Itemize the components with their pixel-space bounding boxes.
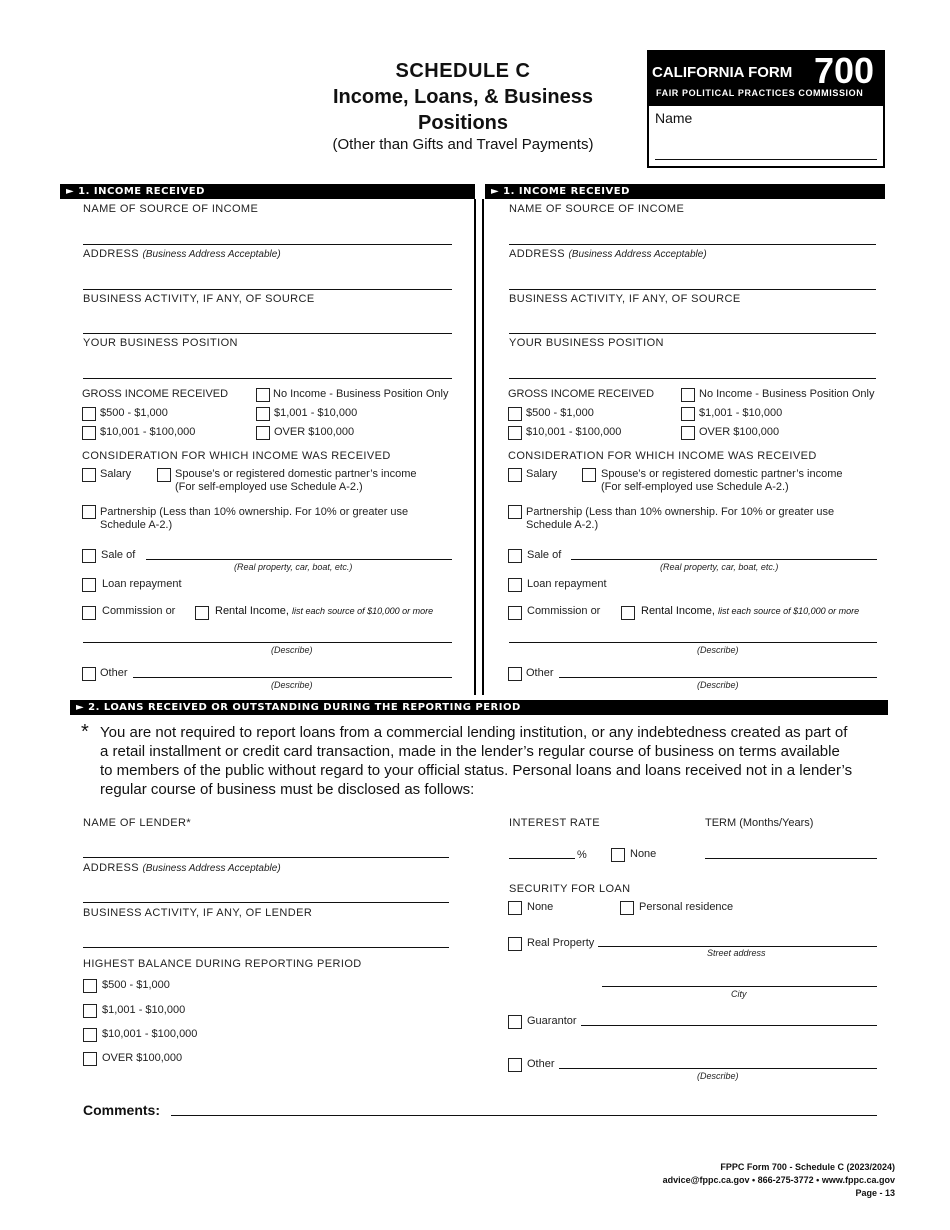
section1-bar-right: ► 1. INCOME RECEIVED [485, 184, 885, 199]
address-label-text: ADDRESS [509, 248, 565, 260]
other-label: Other [526, 667, 554, 679]
address-input[interactable] [509, 289, 876, 290]
street-address-note: Street address [707, 948, 766, 958]
rental-note: list each source of $10,000 or more [718, 606, 860, 616]
rental-label [641, 605, 859, 617]
address-label [83, 248, 281, 260]
column-divider-left [474, 199, 476, 695]
footer-form-id: FPPC Form 700 - Schedule C (2023/2024) [720, 1162, 895, 1172]
balance-1001-label: $1,001 - $10,000 [102, 1004, 186, 1016]
gross-income-label: GROSS INCOME RECEIVED [82, 388, 229, 400]
commission-checkbox[interactable] [82, 606, 96, 620]
other-input[interactable] [133, 677, 452, 678]
sale-note: (Real property, car, boat, etc.) [660, 562, 779, 572]
lender-label: NAME OF LENDER* [83, 817, 192, 829]
range-500-checkbox[interactable] [508, 407, 522, 421]
spouse-income-note: (For self-employed use Schedule A-2.) [175, 481, 363, 493]
activity-input[interactable] [83, 333, 452, 334]
position-input[interactable] [509, 378, 876, 379]
other-checkbox[interactable] [82, 667, 96, 681]
range-over-label: OVER $100,000 [274, 426, 355, 438]
interest-none-checkbox[interactable] [611, 848, 625, 862]
security-other-label: Other [527, 1058, 555, 1070]
section2-bar: ► 2. LOANS RECEIVED OR OUTSTANDING DURING THE REPORTING PERIOD [70, 700, 888, 715]
partnership-checkbox[interactable] [82, 505, 96, 519]
partnership-label: Partnership (Less than 10% ownership. For 10% or greater use [526, 506, 835, 518]
residence-label: Personal residence [639, 901, 734, 913]
guarantor-checkbox[interactable] [508, 1015, 522, 1029]
loan-note-line3: to members of the public without regard to your official status. Personal loans and loans received not in a lender’s [100, 762, 853, 779]
city-input[interactable] [602, 986, 877, 987]
partnership-checkbox[interactable] [508, 505, 522, 519]
guarantor-input[interactable] [581, 1025, 877, 1026]
lender-address-input[interactable] [83, 902, 449, 903]
position-input[interactable] [83, 378, 452, 379]
balance-1001-checkbox[interactable] [83, 1004, 97, 1018]
security-none-checkbox[interactable] [508, 901, 522, 915]
spouse-income-checkbox[interactable] [582, 468, 596, 482]
range-500-checkbox[interactable] [82, 407, 96, 421]
spouse-income-checkbox[interactable] [157, 468, 171, 482]
source-input[interactable] [509, 244, 876, 245]
sale-label: Sale of [101, 549, 136, 561]
footer-page: Page - 13 [855, 1188, 895, 1198]
column-divider-right [482, 199, 484, 695]
loan-repayment-label: Loan repayment [527, 578, 607, 590]
address-note: (Business Address Acceptable) [142, 249, 281, 260]
commission-label: Commission or [102, 605, 176, 617]
rental-label-text: Rental Income, [215, 605, 289, 617]
loan-repayment-label: Loan repayment [102, 578, 182, 590]
guarantor-label: Guarantor [527, 1015, 577, 1027]
sale-input[interactable] [146, 559, 452, 560]
address-note: (Business Address Acceptable) [568, 249, 707, 260]
term-input[interactable] [705, 858, 877, 859]
sale-checkbox[interactable] [82, 549, 96, 563]
comments-label: Comments: [83, 1102, 161, 1118]
schedule-label: SCHEDULE C [395, 60, 531, 82]
position-label: YOUR BUSINESS POSITION [83, 337, 238, 349]
note-asterisk: * [81, 721, 89, 743]
source-label: NAME OF SOURCE OF INCOME [83, 203, 259, 215]
partnership-note: Schedule A-2.) [526, 519, 599, 531]
rental-checkbox[interactable] [195, 606, 209, 620]
street-address-input[interactable] [598, 946, 877, 947]
salary-checkbox[interactable] [82, 468, 96, 482]
form-number: 700 [814, 50, 875, 91]
security-other-describe: (Describe) [697, 1071, 739, 1081]
schedule-title-line1: Income, Loans, & Business [332, 86, 594, 108]
balance-500-checkbox[interactable] [83, 979, 97, 993]
balance-over-checkbox[interactable] [83, 1052, 97, 1066]
other-input[interactable] [559, 677, 877, 678]
section1-bar-left: ► 1. INCOME RECEIVED [60, 184, 475, 199]
no-income-label: No Income - Business Position Only [699, 388, 875, 400]
interest-rate-label: INTEREST RATE [509, 817, 600, 829]
spouse-income-label: Spouse’s or registered domestic partner’s income [175, 468, 417, 480]
rental-checkbox[interactable] [621, 606, 635, 620]
range-10001-checkbox[interactable] [508, 426, 522, 440]
activity-label: BUSINESS ACTIVITY, IF ANY, OF SOURCE [83, 293, 315, 305]
range-10001-label: $10,001 - $100,000 [100, 426, 196, 438]
loan-note-line1: You are not required to report loans from a commercial lending institution, or any indebtedness created as part of [100, 724, 848, 741]
spouse-income-note: (For self-employed use Schedule A-2.) [601, 481, 789, 493]
commission-describe-input[interactable] [509, 642, 877, 643]
position-label: YOUR BUSINESS POSITION [509, 337, 664, 349]
range-over-checkbox[interactable] [256, 426, 270, 440]
form-label: CALIFORNIA FORM [652, 64, 793, 81]
range-over-checkbox[interactable] [681, 426, 695, 440]
loan-note-line2: a retail installment or credit card transaction, made in the lender’s regular course of business on terms available [100, 743, 840, 760]
address-input[interactable] [83, 289, 452, 290]
range-1001-checkbox[interactable] [681, 407, 695, 421]
sale-label: Sale of [527, 549, 562, 561]
commission-describe-note: (Describe) [697, 645, 739, 655]
interest-none-label: None [630, 848, 657, 860]
name-label: Name [655, 110, 693, 126]
consideration-label: CONSIDERATION FOR WHICH INCOME WAS RECEIVED [82, 450, 391, 462]
sale-checkbox[interactable] [508, 549, 522, 563]
security-other-input[interactable] [559, 1068, 877, 1069]
lender-address-text: ADDRESS [83, 862, 139, 874]
comments-input[interactable] [171, 1115, 877, 1116]
other-describe-note: (Describe) [697, 680, 739, 690]
percent-sign: % [577, 849, 587, 861]
rental-label-text: Rental Income, [641, 605, 715, 617]
address-label-text: ADDRESS [83, 248, 139, 260]
sale-note: (Real property, car, boat, etc.) [234, 562, 353, 572]
lender-activity-input[interactable] [83, 947, 449, 948]
activity-label: BUSINESS ACTIVITY, IF ANY, OF SOURCE [509, 293, 741, 305]
interest-rate-input[interactable] [509, 858, 575, 859]
balance-500-label: $500 - $1,000 [102, 979, 170, 991]
security-none-label: None [527, 901, 554, 913]
salary-label: Salary [526, 468, 558, 480]
sale-input[interactable] [571, 559, 877, 560]
footer-contact: advice@fppc.ca.gov • 866-275-3772 • www.fppc.ca.gov [662, 1175, 895, 1185]
commission-describe-input[interactable] [83, 642, 452, 643]
loan-note-line4: regular course of business must be disclosed as follows: [100, 781, 475, 798]
lender-activity-label: BUSINESS ACTIVITY, IF ANY, OF LENDER [83, 907, 313, 919]
loan-repayment-checkbox[interactable] [82, 578, 96, 592]
range-10001-checkbox[interactable] [82, 426, 96, 440]
real-property-label: Real Property [527, 937, 595, 949]
range-1001-checkbox[interactable] [256, 407, 270, 421]
schedule-title-line2: Positions [417, 112, 508, 134]
salary-label: Salary [100, 468, 132, 480]
real-property-checkbox[interactable] [508, 937, 522, 951]
partnership-note: Schedule A-2.) [100, 519, 173, 531]
commission-label: Commission or [527, 605, 601, 617]
other-checkbox[interactable] [508, 667, 522, 681]
gross-income-label: GROSS INCOME RECEIVED [508, 388, 655, 400]
lender-address-note: (Business Address Acceptable) [142, 863, 281, 874]
salary-checkbox[interactable] [508, 468, 522, 482]
balance-over-label: OVER $100,000 [102, 1052, 183, 1064]
source-input[interactable] [83, 244, 452, 245]
source-label: NAME OF SOURCE OF INCOME [509, 203, 685, 215]
term-label: TERM (Months/Years) [705, 817, 814, 829]
activity-input[interactable] [509, 333, 876, 334]
security-other-checkbox[interactable] [508, 1058, 522, 1072]
name-field[interactable] [655, 128, 877, 160]
no-income-checkbox[interactable] [256, 388, 270, 402]
spouse-income-label: Spouse’s or registered domestic partner’s income [601, 468, 843, 480]
range-1001-label: $1,001 - $10,000 [699, 407, 783, 419]
loan-repayment-checkbox[interactable] [508, 578, 522, 592]
address-label [509, 248, 707, 260]
commission-describe-note: (Describe) [271, 645, 313, 655]
city-note: City [731, 989, 747, 999]
lender-address-label [83, 862, 281, 874]
consideration-label: CONSIDERATION FOR WHICH INCOME WAS RECEIVED [508, 450, 817, 462]
schedule-subtitle: (Other than Gifts and Travel Payments) [332, 136, 594, 153]
other-describe-note: (Describe) [271, 680, 313, 690]
range-10001-label: $10,001 - $100,000 [526, 426, 622, 438]
rental-label [215, 605, 433, 617]
commission-checkbox[interactable] [508, 606, 522, 620]
highest-balance-label: HIGHEST BALANCE DURING REPORTING PERIOD [83, 958, 362, 970]
residence-checkbox[interactable] [620, 901, 634, 915]
range-over-label: OVER $100,000 [699, 426, 780, 438]
no-income-label: No Income - Business Position Only [273, 388, 449, 400]
other-label: Other [100, 667, 128, 679]
commission-label: FAIR POLITICAL PRACTICES COMMISSION [656, 88, 864, 98]
range-1001-label: $1,001 - $10,000 [274, 407, 358, 419]
balance-10001-label: $10,001 - $100,000 [102, 1028, 198, 1040]
lender-input[interactable] [83, 857, 449, 858]
partnership-label: Partnership (Less than 10% ownership. For 10% or greater use [100, 506, 409, 518]
no-income-checkbox[interactable] [681, 388, 695, 402]
range-500-label: $500 - $1,000 [526, 407, 594, 419]
range-500-label: $500 - $1,000 [100, 407, 168, 419]
security-label: SECURITY FOR LOAN [509, 883, 631, 895]
rental-note: list each source of $10,000 or more [292, 606, 434, 616]
balance-10001-checkbox[interactable] [83, 1028, 97, 1042]
